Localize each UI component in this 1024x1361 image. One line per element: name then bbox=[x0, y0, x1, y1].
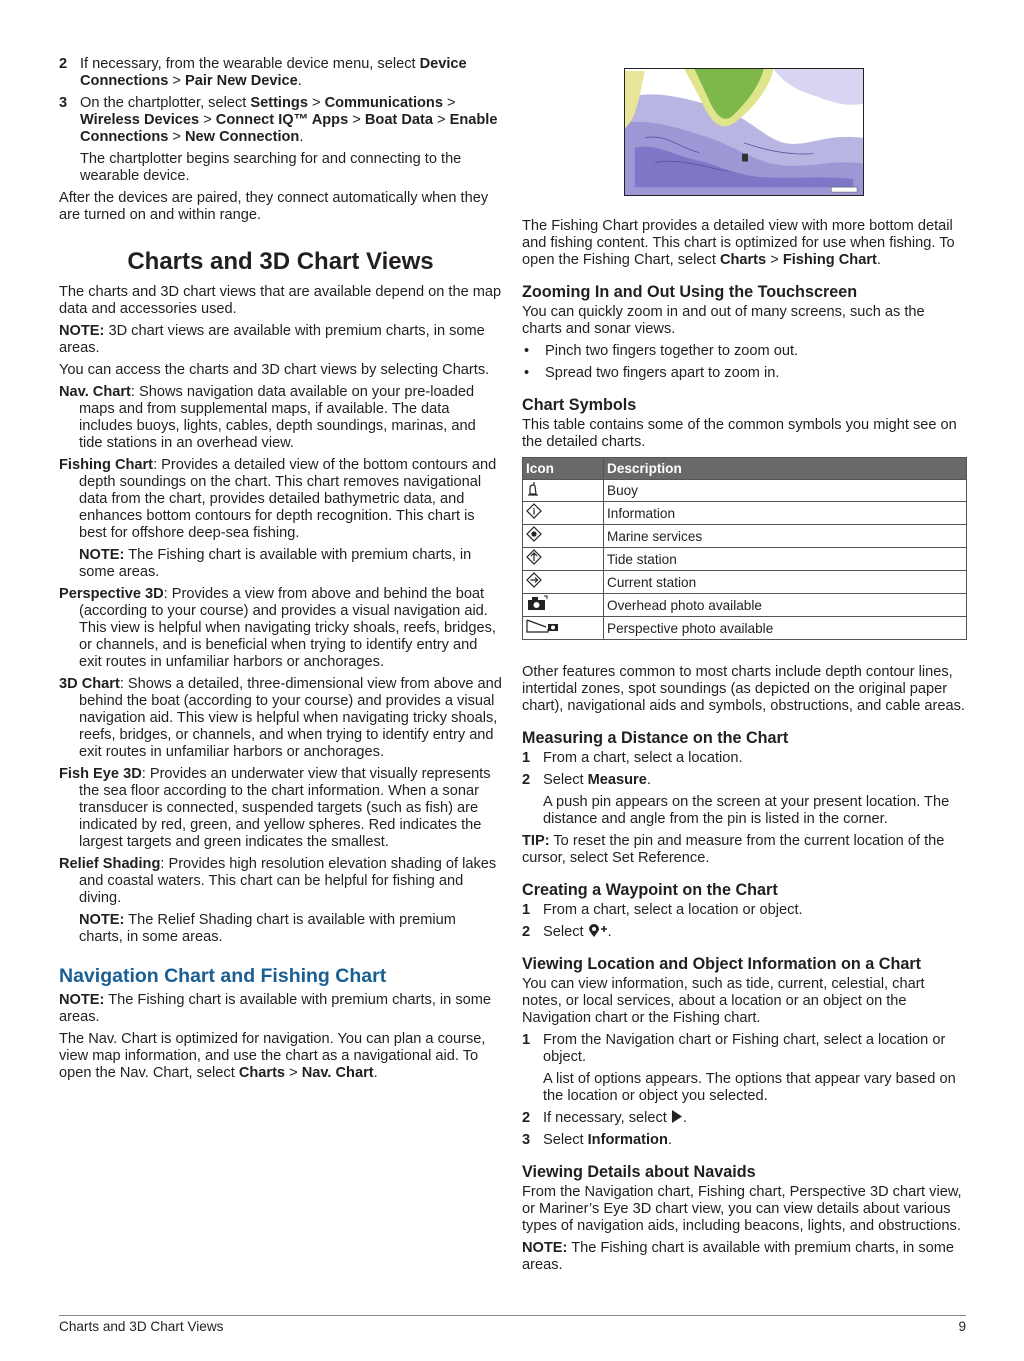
step-3 bbox=[59, 95, 502, 146]
overhead-photo-icon bbox=[526, 595, 548, 611]
def-fish-eye-3d: Fish Eye 3D: Provides an underwater view that visually represents the sea floor according to the chart information. When a sonar transducer is connected, suspended targets (such as fish) are indicated by red, green, and yellow spheres. Red indicates the largest targets and green indicates the smallest. bbox=[59, 766, 491, 850]
def-perspective-3d: Perspective 3D: Provides a view from above and behind the boat (according to your course) and provides a visual navigation aid. This view is helpful when navigating tricky shoals, reefs, bridges, or channels, and is beneficial when trying to identify entry and exit routes in unfamiliar harbors or anchorages. bbox=[59, 586, 496, 670]
measure-step-1: 1 From a chart, select a location. bbox=[522, 750, 743, 766]
other-features-paragraph: Other features common to most charts include depth contour lines, intertidal zones, spot soundings (as depicted on the original paper chart), navigational aids and symbols, obstructions, and cable areas. bbox=[522, 664, 965, 714]
subsection-title: Navigation Chart and Fishing Chart bbox=[59, 965, 387, 987]
note-relief: NOTE: The Relief Shading chart is available with premium charts, in some areas. bbox=[79, 912, 456, 945]
table-row bbox=[523, 525, 967, 548]
section-title: Charts and 3D Chart Views bbox=[127, 248, 434, 275]
measure-result: A push pin appears on the screen at your present location. The distance and angle from the pin is listed in the corner. bbox=[543, 794, 950, 827]
step-text: If necessary, from the wearable device menu, select Device Connections > Pair New Device. bbox=[80, 56, 467, 89]
zoom-paragraph: You can quickly zoom in and out of many screens, such as the charts and sonar views. bbox=[522, 304, 925, 337]
column-header: Description bbox=[604, 458, 967, 480]
fishing-chart-image bbox=[624, 68, 864, 196]
navaids-note: NOTE: The Fishing chart is available with premium charts, in some areas. bbox=[522, 1240, 955, 1273]
tide-station-icon bbox=[526, 549, 542, 565]
table-row bbox=[523, 617, 967, 640]
table-row bbox=[523, 480, 967, 502]
symbols-heading: Chart Symbols bbox=[522, 396, 637, 414]
nav-chart-paragraph: The Nav. Chart is optimized for navigation. You can plan a course, view map information, and use the chart as a navigational aid. To open the Nav. Chart, select Charts > Nav. Chart. bbox=[59, 1031, 486, 1081]
symbol-description: Marine services bbox=[604, 525, 967, 548]
list-item: • Spread two fingers apart to zoom in. bbox=[524, 365, 780, 381]
view-step-1: 1 From the Navigation chart or Fishing chart, select a location or object. bbox=[522, 1032, 946, 1065]
perspective-photo-icon bbox=[526, 618, 560, 634]
def-3d-chart: 3D Chart: Shows a detailed, three-dimensional view from above and behind the boat (according to your course) and provides a visual navigation aid. This view is helpful when navigating tricky shoals, reefs, bridges, or channels, and when trying to identify entry and exit routes in unfamiliar harbors or anchorages. bbox=[59, 676, 502, 760]
symbol-description: Information bbox=[604, 502, 967, 525]
current-station-icon bbox=[526, 572, 542, 588]
step-3-result: The chartplotter begins searching for and connecting to the wearable device. bbox=[80, 151, 462, 184]
play-arrow-icon bbox=[671, 1110, 683, 1123]
left-column bbox=[59, 56, 502, 1087]
step-2 bbox=[59, 56, 502, 90]
note-3d: NOTE: 3D chart views are available with premium charts, in some areas. bbox=[59, 323, 485, 356]
footer-title: Charts and 3D Chart Views bbox=[59, 1319, 224, 1334]
chart-symbols-table bbox=[522, 457, 967, 640]
waypoint-step-1: 1 From a chart, select a location or object. bbox=[522, 902, 803, 918]
access-paragraph: You can access the charts and 3D chart views by selecting Charts. bbox=[59, 362, 490, 378]
table-header-row bbox=[523, 458, 967, 480]
symbol-description: Perspective photo available bbox=[604, 617, 967, 640]
view-info-heading: Viewing Location and Object Information on a Chart bbox=[522, 955, 922, 973]
fishing-chart-paragraph: The Fishing Chart provides a detailed view with more bottom detail and fishing content. This chart is optimized for use when fishing. To open the Fishing Chart, select Charts > Fishing Chart. bbox=[522, 218, 955, 268]
tip: TIP: To reset the pin and measure from the current location of the cursor, select Set Reference. bbox=[522, 833, 945, 866]
step-number: 2 bbox=[59, 56, 68, 72]
waypoint-add-icon bbox=[588, 924, 608, 938]
table-row bbox=[523, 502, 967, 525]
def-relief-shading: Relief Shading: Provides high resolution elevation shading of lakes and coastal waters. This chart can be helpful for fishing and diving. bbox=[59, 856, 497, 906]
navaids-heading: Viewing Details about Navaids bbox=[522, 1163, 756, 1181]
view-step-1-result: A list of options appears. The options that appear vary based on the location or object you selected. bbox=[543, 1071, 956, 1104]
column-header: Icon bbox=[523, 458, 604, 480]
waypoint-heading: Creating a Waypoint on the Chart bbox=[522, 881, 778, 899]
buoy-icon bbox=[526, 481, 540, 496]
measure-heading: Measuring a Distance on the Chart bbox=[522, 729, 789, 747]
right-column bbox=[522, 56, 967, 1279]
marine-services-icon bbox=[526, 526, 542, 542]
intro-paragraph: The charts and 3D chart views that are available depend on the map data and accessories used. bbox=[59, 284, 502, 317]
table-row bbox=[523, 571, 967, 594]
waypoint-step-2: 2 Select . bbox=[522, 924, 612, 940]
step-text: On the chartplotter, select Settings > Communications > Wireless Devices > Connect IQ™ Apps > Boat Data > Enable Connections > New Connection. bbox=[80, 95, 498, 145]
view-step-3: 3 Select Information. bbox=[522, 1132, 672, 1148]
page-footer bbox=[59, 1315, 966, 1334]
information-icon bbox=[526, 503, 542, 519]
step-number: 3 bbox=[59, 95, 68, 111]
view-step-2: 2 If necessary, select . bbox=[522, 1110, 687, 1126]
table-row bbox=[523, 548, 967, 571]
symbols-paragraph: This table contains some of the common symbols you might see on the detailed charts. bbox=[522, 417, 957, 450]
page-number: 9 bbox=[958, 1319, 966, 1334]
navaids-paragraph: From the Navigation chart, Fishing chart, Perspective 3D chart view, or Mariner’s Eye 3D chart view, you can view details about various types of navigation aids, including beacons, lights, and obstructions. bbox=[522, 1184, 962, 1234]
list-item: • Pinch two fingers together to zoom out. bbox=[524, 343, 799, 359]
symbol-description: Tide station bbox=[604, 548, 967, 571]
svg-text:i: i bbox=[532, 506, 536, 517]
zoom-heading: Zooming In and Out Using the Touchscreen bbox=[522, 283, 858, 301]
table-row bbox=[523, 594, 967, 617]
note-fishing: NOTE: The Fishing chart is available with premium charts, in some areas. bbox=[79, 547, 472, 580]
def-nav-chart: Nav. Chart: Shows navigation data available on your pre-loaded maps and from supplemental maps, if available. The data includes buoys, lights, cables, depth soundings, marinas, and tide stations in an overhead view. bbox=[59, 384, 476, 451]
measure-step-2: 2 Select Measure. bbox=[522, 772, 651, 788]
paired-paragraph: After the devices are paired, they connect automatically when they are turned on and within range. bbox=[59, 190, 489, 223]
symbol-description: Buoy bbox=[604, 480, 967, 502]
symbol-description: Overhead photo available bbox=[604, 594, 967, 617]
view-info-paragraph: You can view information, such as tide, current, celestial, chart notes, or local services, about a location or an object on the Navigation chart or the Fishing chart. bbox=[522, 976, 925, 1026]
def-fishing-chart: Fishing Chart: Provides a detailed view of the bottom contours and depth soundings on the chart. This chart removes navigational data from the chart, provides detailed bathymetric data, and enhances bottom contours for depth recognition. This chart is best for offshore deep-sea fishing. bbox=[59, 457, 497, 541]
note-nav: NOTE: The Fishing chart is available with premium charts, in some areas. bbox=[59, 992, 492, 1025]
symbol-description: Current station bbox=[604, 571, 967, 594]
